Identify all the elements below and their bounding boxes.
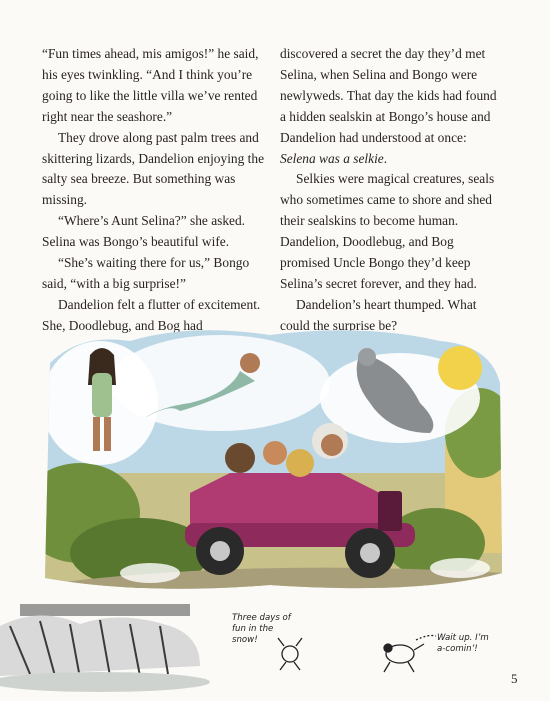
paragraph: Dandelion felt a flutter of excitement. She, Doodlebug, and Bog had <box>42 296 261 333</box>
dream-cloud <box>110 335 330 431</box>
paragraph: They drove along past palm trees and skittering lizards, Dandelion enjoying the salty sea breeze. But something was missing. <box>42 129 265 208</box>
text-column-left <box>42 44 264 337</box>
handwritten-note-three-days: Three days of fun in the snow! <box>232 613 291 645</box>
paragraph <box>280 44 502 169</box>
paragraph-text: . <box>383 150 388 166</box>
paragraph: Selkies were magical creatures, seals who sometimes came to shore and shed their sealskins to become human. Dandelion, Doodlebug, and Bog promised Uncle Bongo they’d keep Selina’s secret forever, and they had. <box>280 171 495 291</box>
paragraph: Dandelion’s heart thumped. What could the surprise be? <box>280 296 477 333</box>
page-number: 5 <box>511 671 518 686</box>
snow-scene <box>0 604 210 692</box>
car-illustration <box>40 323 504 593</box>
paragraph: “Fun times ahead, mis amigos!” he said, his eyes twinkling. “And I think you’re going to like the little villa we’ve rented right near the seashore.” <box>42 46 259 124</box>
paragraph: “Where’s Aunt Selina?” she asked. Selina was Bongo’s beautiful wife. <box>42 213 246 250</box>
handwritten-note-wait-up: Wait up. I’m a-comin’! <box>437 633 489 654</box>
paragraph-text: discovered a secret the day they’d met Selina, when Selina and Bongo were newlyweds. That day the kids had found a hidden sealskin at Bongo’s house and Dandelion had understood at once: <box>280 46 497 145</box>
paragraph: “She’s waiting there for us,” Bongo said, “with a big surprise!” <box>42 255 250 291</box>
critter-running <box>384 636 436 673</box>
sun <box>438 346 482 390</box>
italic-phrase: Selena was a selkie <box>280 150 384 166</box>
text-column-right <box>280 44 502 337</box>
